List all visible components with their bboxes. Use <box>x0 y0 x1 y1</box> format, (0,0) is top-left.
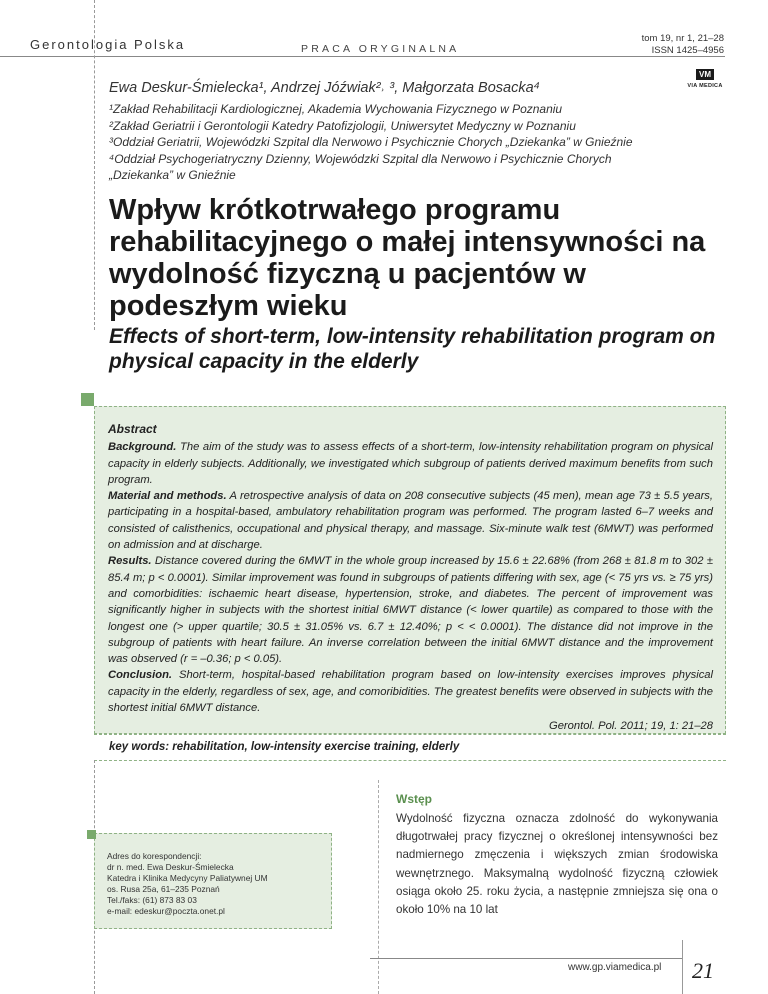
corr-line-6: e-mail: edeskur@poczta.onet.pl <box>107 906 225 916</box>
background-label: Background. <box>108 441 177 454</box>
background-text: The aim of the study was to assess effects of a short-term, low-intensity rehabilitation program on physical capacity in elderly subjects. Additionally, we investigated which subgroup of patients derived maximum benefits from such program. <box>108 441 713 486</box>
page-divider <box>682 940 683 994</box>
affiliation-3: ³Oddział Geriatrii, Wojewódzki Szpital dla Nerwowo i Psychicznie Chorych „Dziekanka” w Gnieźnie <box>109 135 633 149</box>
affiliation-2: ²Zakład Geriatrii i Gerontologii Katedry Patofizjologii, Uniwersytet Medyczny w Poznaniu <box>109 118 576 133</box>
volume-number: tom 19, nr 1, 21–28 <box>641 33 724 44</box>
issn: ISSN 1425–4956 <box>651 45 724 56</box>
corr-line-2: dr n. med. Ewa Deskur-Śmielecka <box>107 862 234 872</box>
column-guide <box>378 780 379 994</box>
intro-paragraph: Wydolność fizyczna oznacza zdolność do wykonywania długotrwałej pracy fizycznej o określonej intensywności bez nadmiernego zmęczenia i większych zmian środowiska wewnętrznego. Maksymalną wydolność fizyczną człowiek osiąga około 25. roku życia, a następnie zmniejsza się ona o około 10% na 10 lat <box>396 812 718 917</box>
affiliation-4: ⁴Oddział Psychogeriatryczny Dzienny, Wojewódzki Szpital dla Nerwowo i Psychicznie Chorych <box>109 151 612 166</box>
keywords: key words: rehabilitation, low-intensity exercise training, elderly <box>109 741 460 753</box>
affiliation-1: ¹Zakład Rehabilitacji Kardiologicznej, Akademia Wychowania Fizycznego w Poznaniu <box>109 102 563 116</box>
logo-text: VIA MEDICA <box>687 83 723 89</box>
footer-rule <box>370 958 682 959</box>
affiliation-4-cont: „Dziekanka” w Gnieźnie <box>109 168 236 182</box>
header-rule <box>0 56 725 57</box>
article-category: PRACA ORYGINALNA <box>301 43 460 55</box>
journal-name: Gerontologia Polska <box>30 37 186 52</box>
abstract <box>108 421 713 735</box>
results-text: Distance covered during the 6MWT in the whole group increased by 15.6 ± 22.68% (from 268 ± 81.8 m to 302 ± 85.4 m; p < 0.0001). Similar improvement was found in subgroups of patients differing with sex, age (< 75 yrs vs. ≥ 75 yrs) and comorbidities: ischaemic heart disease, hypertension, stroke, and diabetes. The percent of improvement was significantly higher in subjects with the shortest initial 6MWT distance (< lower quartile) as compared to those with the longest one (> upper quartile; 30.5 ± 31.05% vs. 6.7 ± 12.40%; p < < 0.0001). The distance did not improve in the subgroup of patients with heart failure. An inverse correlation between the initial 6MWT distance and the improvement was observed (r = –0.36; p < 0.05). <box>108 555 714 666</box>
correspondence <box>107 851 268 917</box>
page-number: 21 <box>692 958 714 983</box>
methods-text: A retrospective analysis of data on 208 consecutive subjects (45 men), mean age 73 ± 5.5 years, participating in a hospital-based, ambulatory rehabilitation program was performed. The program lasted 6–7 weeks and consisted of calisthenics, occupational and physical therapy, and massage. Six-minute walk test (6MWT) was performed on admission and at discharge. <box>108 490 713 552</box>
publisher-logo <box>684 64 726 89</box>
affiliations <box>109 101 719 184</box>
corr-line-4: os. Rusa 25a, 61–235 Poznań <box>107 884 220 894</box>
abstract-background <box>108 439 713 488</box>
corr-line-3: Katedra i Klinika Medycyny Paliatywnej UM <box>107 873 268 883</box>
title-polish: Wpływ krótkotrwałego programu rehabilitacyjnego o małej intensywności na wydolność fizyczną u pacjentów w podeszłym wieku <box>109 194 706 322</box>
corr-line-1: Adres do korespondencji: <box>107 851 202 861</box>
abstract-heading: Abstract <box>108 422 157 436</box>
conclusion-label: Conclusion. <box>108 669 173 682</box>
section-heading-intro: Wstęp <box>396 792 432 806</box>
volume-info <box>642 33 724 57</box>
journal-url: www.gp.viamedica.pl <box>568 962 662 973</box>
logo-mark: VM <box>696 69 714 80</box>
abstract-marker <box>81 393 94 406</box>
keywords-rule-bottom <box>94 760 726 761</box>
conclusion-text: Short-term, hospital-based rehabilitation program based on low-intensity exercises improves physical capacity in the elderly, regardless of sex, age, and comoribidities. The greatest benefits were observed in subjects with the shortest initial 6MWT distance. <box>108 669 713 715</box>
corr-line-5: Tel./faks: (61) 873 83 03 <box>107 895 197 905</box>
abstract-methods <box>108 488 713 553</box>
keywords-rule-top <box>94 734 726 735</box>
results-label: Results. <box>108 555 152 568</box>
abstract-conclusion <box>108 667 713 716</box>
title-english: Effects of short-term, low-intensity rehabilitation program on physical capacity in the elderly <box>109 325 716 373</box>
citation: Gerontol. Pol. 2011; 19, 1: 21–28 <box>549 720 713 733</box>
abstract-results <box>108 553 713 667</box>
margin-guide <box>94 0 95 330</box>
author-list: Ewa Deskur-Śmielecka¹, Andrzej Jóźwiak²˒ ³, Małgorzata Bosacka⁴ <box>109 80 540 96</box>
correspondence-marker <box>87 830 96 839</box>
methods-label: Material and methods. <box>108 490 227 503</box>
